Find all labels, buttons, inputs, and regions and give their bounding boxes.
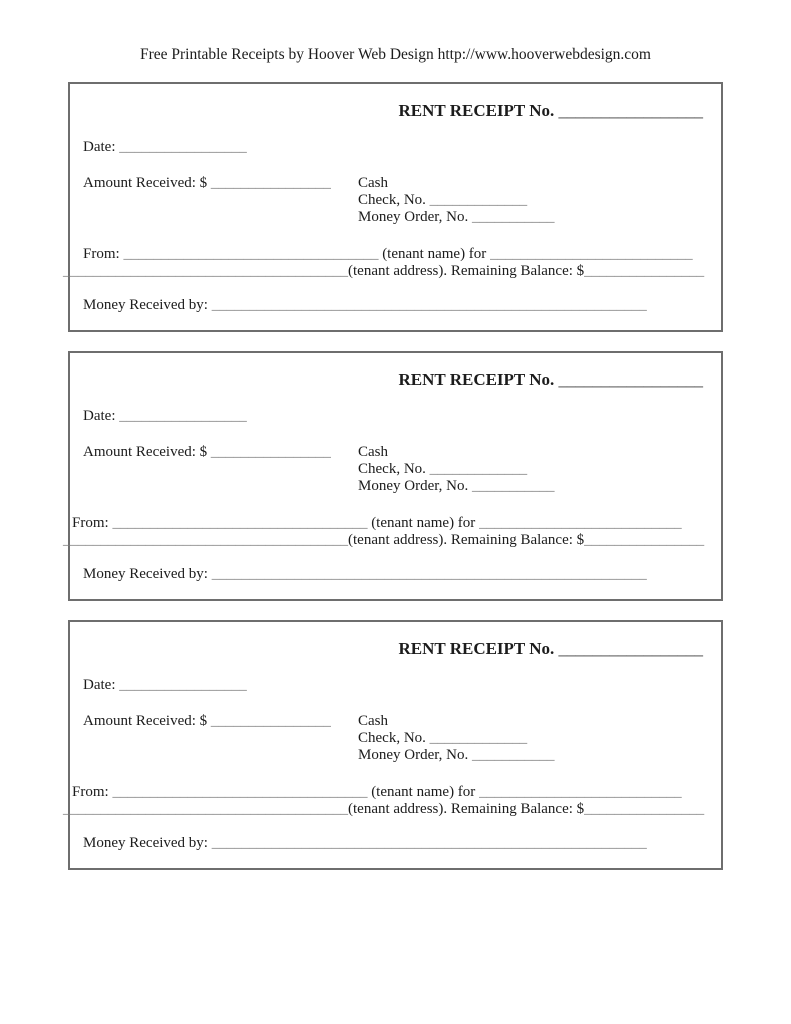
from-row <box>72 784 703 801</box>
tenant-name-blank: __________________________________ <box>112 515 368 531</box>
money-order-label: Money Order, No. <box>358 209 469 225</box>
tenant-address-row <box>63 263 703 280</box>
from-label: From: <box>72 515 109 531</box>
amount-blank: ________________ <box>210 175 331 191</box>
money-order-row <box>358 747 554 764</box>
tenant-name-label: (tenant name) for <box>371 515 476 531</box>
check-label: Check, No. <box>358 730 426 746</box>
tenant-address-blank: ______________________________________ <box>63 801 348 817</box>
amount-and-payment-row <box>83 175 703 226</box>
amount-received-label: Amount Received: $ <box>83 175 208 191</box>
amount-received-label: Amount Received: $ <box>83 713 208 729</box>
money-received-by-label: Money Received by: <box>83 835 208 851</box>
check-label: Check, No. <box>358 461 426 477</box>
check-label: Check, No. <box>358 192 426 208</box>
receipt-list <box>63 82 723 870</box>
check-row <box>358 730 554 747</box>
amount-received-cell <box>83 713 358 764</box>
receipt-number-blank: _________________ <box>558 101 703 120</box>
rent-receipt-1 <box>63 82 723 332</box>
cash-row <box>358 175 554 192</box>
receipt-number-blank: _________________ <box>558 370 703 389</box>
tenant-address-row <box>63 801 703 818</box>
rent-for-blank: ___________________________ <box>479 515 682 531</box>
receipt-title-row <box>83 640 703 658</box>
tenant-address-row <box>63 532 703 549</box>
payment-method-column <box>358 444 554 495</box>
tenant-name-label: (tenant name) for <box>382 246 487 262</box>
amount-received-label: Amount Received: $ <box>83 444 208 460</box>
money-received-by-blank: __________________________________________________________ <box>211 835 647 851</box>
date-blank: _________________ <box>119 677 247 693</box>
rent-receipt-2 <box>63 351 723 601</box>
money-received-by-row <box>83 297 703 314</box>
money-order-number-blank: ___________ <box>471 209 555 225</box>
date-label: Date: <box>83 408 116 424</box>
amount-received-cell <box>83 175 358 226</box>
from-row <box>72 515 703 532</box>
receipt-title-row <box>83 102 703 120</box>
tenant-address-label: (tenant address). Remaining Balance: $ <box>348 263 585 279</box>
receipt-number-blank: _________________ <box>558 639 703 658</box>
date-row <box>83 677 703 694</box>
cash-label: Cash <box>358 713 388 729</box>
remaining-balance-blank: ________________ <box>584 532 705 548</box>
tenant-address-blank: ______________________________________ <box>63 532 348 548</box>
money-received-by-label: Money Received by: <box>83 297 208 313</box>
cash-label: Cash <box>358 175 388 191</box>
money-received-by-blank: __________________________________________________________ <box>211 297 647 313</box>
check-number-blank: _____________ <box>429 192 528 208</box>
rent-for-blank: ___________________________ <box>490 246 693 262</box>
receipt-title-label: RENT RECEIPT No. <box>398 101 555 120</box>
money-order-number-blank: ___________ <box>471 478 555 494</box>
tenant-name-label: (tenant name) for <box>371 784 476 800</box>
check-number-blank: _____________ <box>429 730 528 746</box>
money-received-by-row <box>83 566 703 583</box>
tenant-address-label: (tenant address). Remaining Balance: $ <box>348 532 585 548</box>
money-order-row <box>358 209 554 226</box>
amount-and-payment-row <box>83 444 703 495</box>
tenant-name-blank: __________________________________ <box>123 246 379 262</box>
money-received-by-row <box>83 835 703 852</box>
amount-and-payment-row <box>83 713 703 764</box>
date-row <box>83 408 703 425</box>
date-label: Date: <box>83 677 116 693</box>
tenant-address-label: (tenant address). Remaining Balance: $ <box>348 801 585 817</box>
amount-blank: ________________ <box>210 444 331 460</box>
check-row <box>358 461 554 478</box>
receipt-title-label: RENT RECEIPT No. <box>398 370 555 389</box>
date-label: Date: <box>83 139 116 155</box>
from-row <box>83 246 703 263</box>
receipt-title-row <box>83 371 703 389</box>
receipt-title-label: RENT RECEIPT No. <box>398 639 555 658</box>
payment-method-column <box>358 713 554 764</box>
money-order-label: Money Order, No. <box>358 747 469 763</box>
payment-method-column <box>358 175 554 226</box>
tenant-name-blank: __________________________________ <box>112 784 368 800</box>
date-blank: _________________ <box>119 139 247 155</box>
money-order-number-blank: ___________ <box>471 747 555 763</box>
cash-row <box>358 713 554 730</box>
rent-receipt-3 <box>63 620 723 870</box>
from-label: From: <box>83 246 120 262</box>
amount-blank: ________________ <box>210 713 331 729</box>
cash-label: Cash <box>358 444 388 460</box>
date-row <box>83 139 703 156</box>
check-number-blank: _____________ <box>429 461 528 477</box>
remaining-balance-blank: ________________ <box>584 263 705 279</box>
from-label: From: <box>72 784 109 800</box>
money-received-by-blank: __________________________________________________________ <box>211 566 647 582</box>
money-order-label: Money Order, No. <box>358 478 469 494</box>
date-blank: _________________ <box>119 408 247 424</box>
money-order-row <box>358 478 554 495</box>
cash-row <box>358 444 554 461</box>
remaining-balance-blank: ________________ <box>584 801 705 817</box>
page-header-credit: Free Printable Receipts by Hoover Web Design http://www.hooverwebdesign.com <box>139 46 651 63</box>
money-received-by-label: Money Received by: <box>83 566 208 582</box>
amount-received-cell <box>83 444 358 495</box>
check-row <box>358 192 554 209</box>
rent-for-blank: ___________________________ <box>479 784 682 800</box>
tenant-address-blank: ______________________________________ <box>63 263 348 279</box>
